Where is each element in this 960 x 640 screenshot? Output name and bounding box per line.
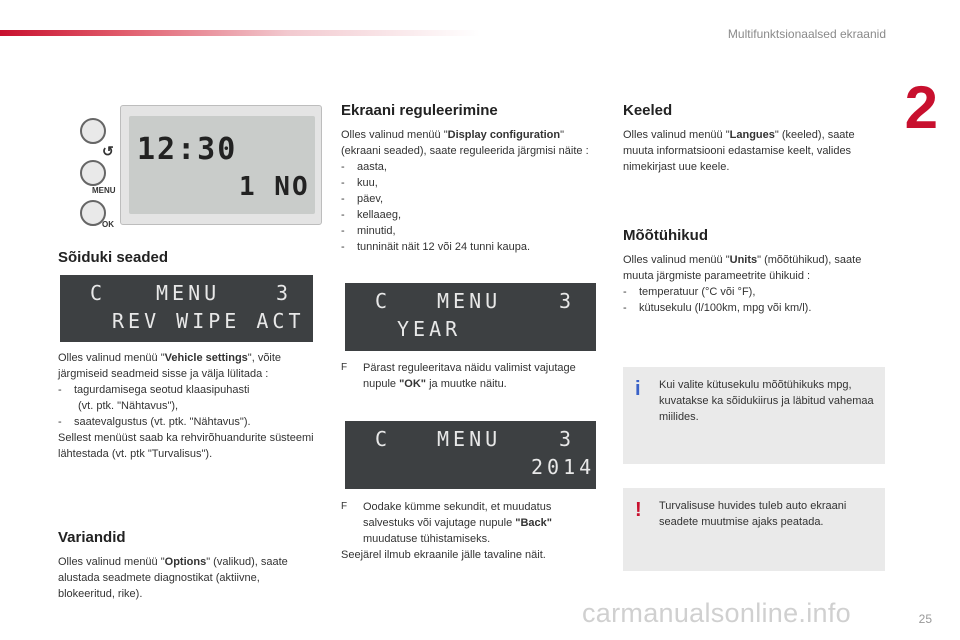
warning-icon: ! [635,499,642,521]
step-arrow-icon: F [341,362,348,373]
languages-text: Olles valinud menüü "Langues" (keeled), saate muuta informatsiooni edastamise keelt, valides nimekirjast uue keele. [623,129,855,173]
languages-title: Keeled [623,102,673,119]
list-item-sub: (vt. ptk. "Nähtavus"), [78,400,179,412]
list-item: - saatevalgustus (vt. ptk. "Nähtavus"). [58,416,251,428]
screen-row1-right: 3 [559,427,576,451]
screen-row1-mid: MENU [437,427,502,451]
back-button[interactable] [80,118,106,144]
header-accent-bar [0,30,480,36]
list-item: - aasta, [341,161,387,173]
screen-row1-right: 3 [559,289,576,313]
list-item: - päev, [341,193,384,205]
year-screen [345,283,596,351]
list-item: - kütusekulu (l/100km, mpg või km/l). [623,302,812,314]
display-config-intro: Olles valinud menüü "Display configuration" (ekraani seaded), saate reguleerida järgmisi näite : [341,129,589,157]
variants-section [58,530,316,602]
units-title: Mõõtühikud [623,227,708,244]
screen-row1-left: C [375,427,392,451]
list-item: - kuu, [341,177,378,189]
info-icon: i [635,378,641,400]
screen-row1-left: C [375,289,392,313]
watermark: carmanualsonline.info [582,598,851,628]
languages-section [623,103,883,175]
screen-row1-mid: MENU [437,289,502,313]
list-item: - minutid, [341,225,396,237]
variants-title: Variandid [58,529,126,546]
info-note [623,367,885,464]
menu-button-label: MENU [92,186,116,195]
menu-button[interactable] [80,160,106,186]
vehicle-settings-section [58,250,318,266]
screen-row1-left: C [90,281,107,305]
list-item: - temperatuur (°C või °F), [623,286,756,298]
warning-note [623,488,885,571]
display-panel [120,105,322,225]
screen-row2: YEAR [397,317,462,341]
vehicle-settings-reset: Sellest menüüst saab ka rehvirõhuandurite süsteemi lähtestada (vt. ptk "Turvalisus"). [58,432,314,460]
list-item: - kellaaeg, [341,209,402,221]
chapter-number: 2 [904,74,938,141]
ok-button-label: OK [102,220,114,229]
back-arrow-icon: ↺ [102,143,114,159]
step2-instruction: F Oodake kümme sekundit, et muudatus salvestuks või vajutage nupule "Back" muudatuse tühistamiseks. Seejärel ilmub ekraanile jälle tavaline näit. [341,499,596,563]
display-config-final: Seejärel ilmub ekraanile jälle tavaline näit. [341,549,546,561]
display-line2: 1 NO [239,172,310,202]
vehicle-settings-intro: Olles valinud menüü "Vehicle settings", võite järgmiseid seadmeid sisse ja välja lülitada : [58,352,282,380]
value-screen [345,421,596,489]
display-config-section [341,103,596,255]
page-number: 25 [918,612,932,626]
vehicle-settings-body [58,350,316,462]
step-arrow-icon: F [341,501,348,512]
step1-instruction: F Pärast reguleeritava näidu valimist vajutage nupule "OK" ja muutke näitu. [341,362,576,390]
screen-row1-mid: MENU [156,281,221,305]
list-item: - tagurdamisega seotud klaasipuhasti [58,384,250,396]
warning-note-text: Turvalisuse huvides tuleb auto ekraani seadete muutmise ajaks peatada. [659,500,847,528]
display-time: 12:30 [137,132,238,167]
vehicle-settings-screen [60,275,313,342]
vehicle-settings-title: Sõiduki seaded [58,249,169,266]
units-section [623,228,883,316]
page-header-title: Multifunktsionaalsed ekraanid [727,27,886,41]
screen-row1-right: 3 [276,281,293,305]
list-item: - tunninäit näit 12 või 24 tunni kaupa. [341,241,531,253]
variants-text: Olles valinud menüü "Options" (valikud), saate alustada seadmete diagnostikat (aktiivne, blokeeritud, rike). [58,556,288,600]
screen-row2: REV WIPE ACT [112,309,305,333]
info-note-text: Kui valite kütusekulu mõõtühikuks mpg, kuvatakse ka sõidukiirus ja läbitud vahemaa miilides. [659,379,874,423]
screen-row2: 2014 [531,455,596,479]
display-config-title: Ekraani reguleerimine [341,102,498,119]
units-intro: Olles valinud menüü "Units" (mõõtühikud), saate muuta järgmiste parameetrite ühikuid : [623,254,862,282]
